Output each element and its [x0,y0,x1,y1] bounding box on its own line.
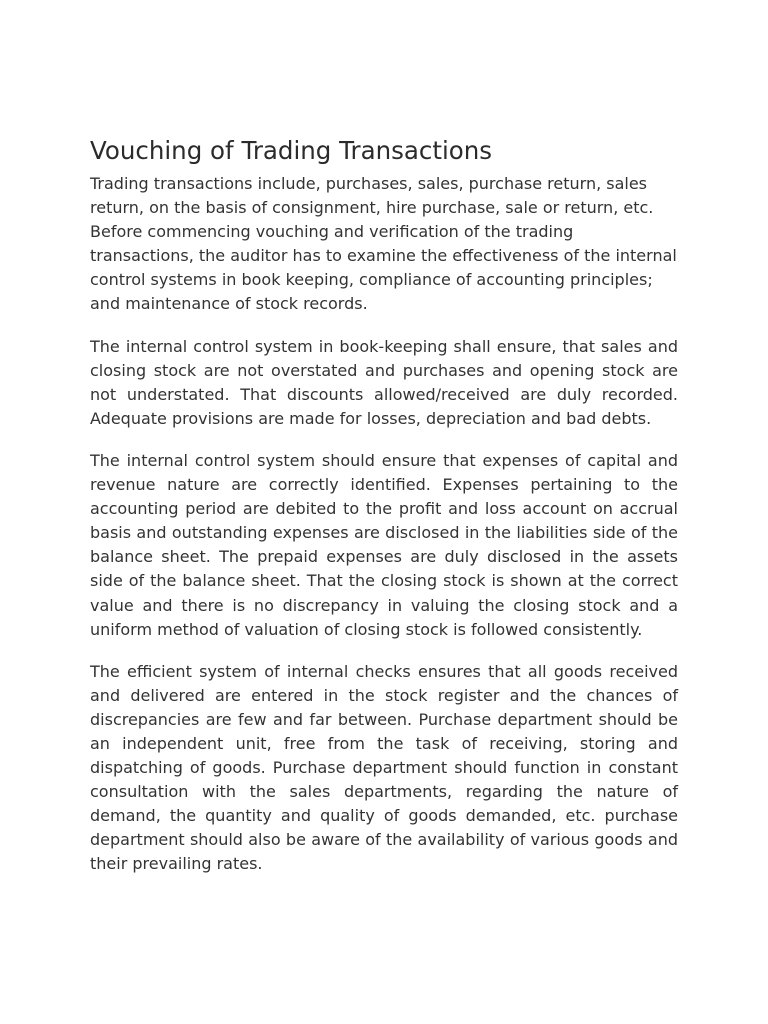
paragraph-internal-control-bookkeeping: The internal control system in book-keeping shall ensure, that sales and closing stock are not overstated and purchases and opening stock are not understated. That discounts allowed/received are duly recorded. Adequate provisions are made for losses, depreciation and bad debts. [90,336,678,428]
paragraph-internal-control-expenses: The internal control system should ensure that expenses of capital and revenue nature are correctly identified. Expenses pertaining to the accounting period are debited to the profit and loss account on accrual basis and outstanding expenses are disclosed in the liabilities side of the balance sheet. The prepaid expenses are duly disclosed in the assets side of the balance sheet. That the closing stock is shown at the correct value and there is no discrepancy in valuing the closing stock and a uniform method of valuation of closing stock is followed consistently. [90,450,678,639]
paragraph-internal-checks: The efficient system of internal checks ensures that all goods received and delivered are entered in the stock register and the chances of discrepancies are few and far between. Purchase department should be an independent unit, free from the task of receiving, storing and dispatching of goods. Purchase department should function in constant consultation with the sales departments, regarding the nature of demand, the quantity and quality of goods demanded, etc. purchase department should also be aware of the availability of various goods and their prevailing rates. [90,661,678,874]
paragraph-trading-transactions: Trading transactions include, purchases, sales, purchase return, sales return, on the basis of consignment, hire purchase, sale or return, etc. Before commencing vouching and verification of the trading transactions, the auditor has to examine the effectiveness of the internal control systems in book keeping, compliance of accounting principles; and maintenance of stock records. [90,174,677,314]
document-title: Vouching of Trading Transactions [90,136,493,165]
